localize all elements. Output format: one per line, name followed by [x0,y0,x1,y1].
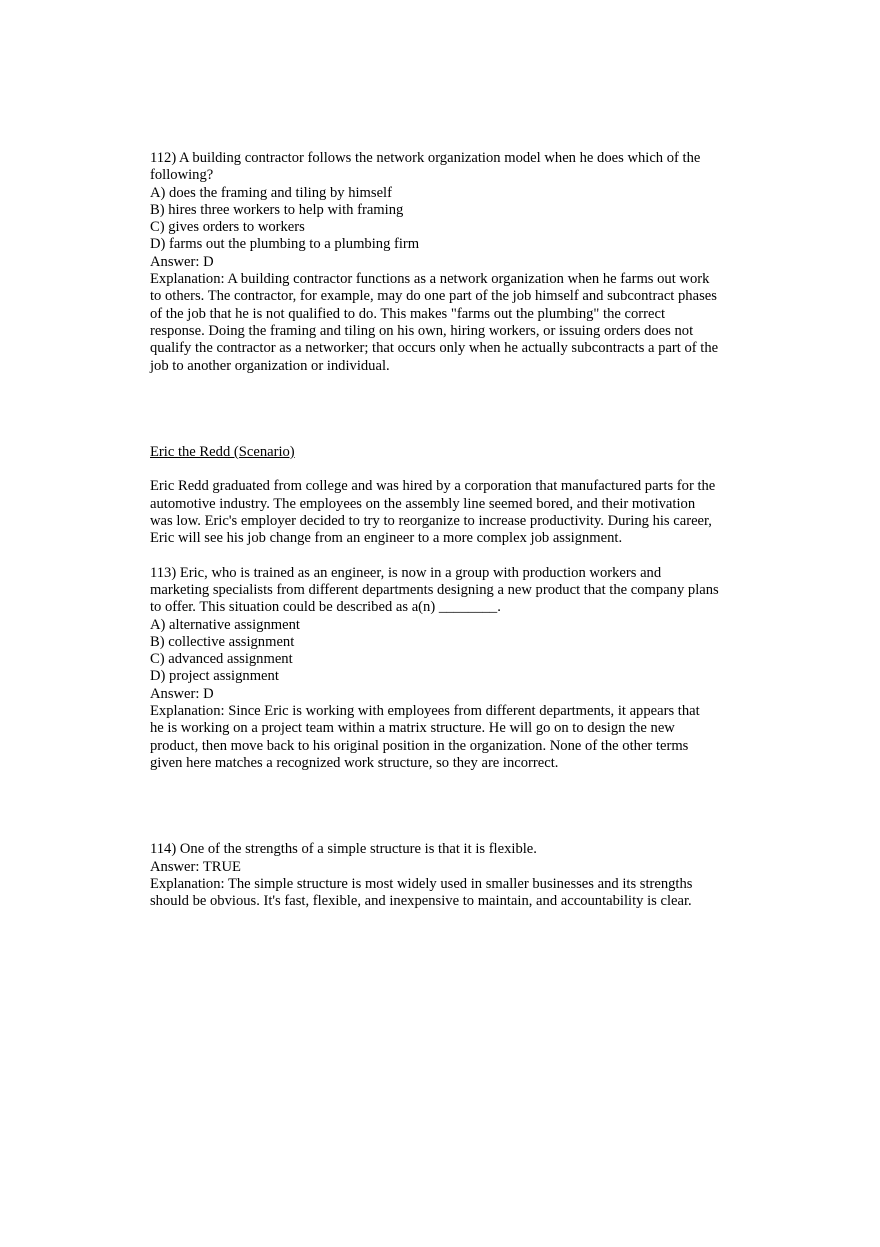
question-text-line: following? [150,167,214,184]
explanation-line: of the job that he is not qualified to do. This makes "farms out the plumbing" the correct [150,305,666,322]
answer-option-b: B) collective assignment [150,633,295,650]
question-text-line: 112) A building contractor follows the network organization model when he does which of the [150,150,701,166]
answer-line: Answer: D [150,253,214,270]
answer-option-c: C) advanced assignment [150,651,293,668]
question-text-line: marketing specialists from different departments designing a new product that the company plans [150,581,719,598]
explanation-line: qualify the contractor as a networker; that occurs only when he actually subcontracts a part of the [150,340,719,357]
answer-option-a: A) does the framing and tiling by himself [150,184,392,201]
explanation-line: Explanation: Since Eric is working with employees from different departments, it appears that [150,703,700,720]
question-112 [150,150,740,375]
scenario-text-line: Eric Redd graduated from college and was hired by a corporation that manufactured parts for the [150,478,716,495]
answer-option-a: A) alternative assignment [150,616,300,633]
scenario-text-line: was low. Eric's employer decided to try to reorganize to increase productivity. During his career, [150,513,712,530]
question-text-line: 114) One of the strengths of a simple structure is that it is flexible. [150,841,537,858]
spacer [150,772,740,841]
explanation-line: job to another organization or individual. [150,357,390,374]
question-114 [150,841,740,910]
answer-option-c: C) gives orders to workers [150,219,305,236]
spacer [150,375,740,444]
document-page [150,150,740,910]
explanation-line: Explanation: A building contractor functions as a network organization when he farms out work [150,271,710,288]
spacer [150,548,740,565]
explanation-line: Explanation: The simple structure is most widely used in smaller businesses and its strengths [150,875,693,892]
scenario-block [150,444,740,548]
scenario-text-line: Eric will see his job change from an engineer to a more complex job assignment. [150,530,623,547]
answer-option-d: D) project assignment [150,668,279,685]
explanation-line: product, then move back to his original position in the organization. None of the other terms [150,737,689,754]
explanation-line: to others. The contractor, for example, may do one part of the job himself and subcontract phases [150,288,717,305]
scenario-text-line: automotive industry. The employees on the assembly line seemed bored, and their motivation [150,495,696,512]
explanation-line: given here matches a recognized work structure, so they are incorrect. [150,754,559,771]
question-text-line: to offer. This situation could be described as a(n) ________. [150,599,501,616]
blank-line [150,461,740,478]
answer-option-d: D) farms out the plumbing to a plumbing firm [150,236,420,253]
explanation-line: should be obvious. It's fast, flexible, and inexpensive to maintain, and accountability is clear. [150,893,692,910]
explanation-line: response. Doing the framing and tiling on his own, hiring workers, or issuing orders does not [150,322,694,339]
answer-line: Answer: D [150,685,214,702]
question-113 [150,565,740,773]
answer-line: Answer: TRUE [150,858,241,875]
question-text-line: 113) Eric, who is trained as an engineer, is now in a group with production workers and [150,564,662,581]
scenario-title: Eric the Redd (Scenario) [150,443,295,460]
answer-option-b: B) hires three workers to help with framing [150,201,404,218]
explanation-line: he is working on a project team within a matrix structure. He will go on to design the new [150,720,675,737]
